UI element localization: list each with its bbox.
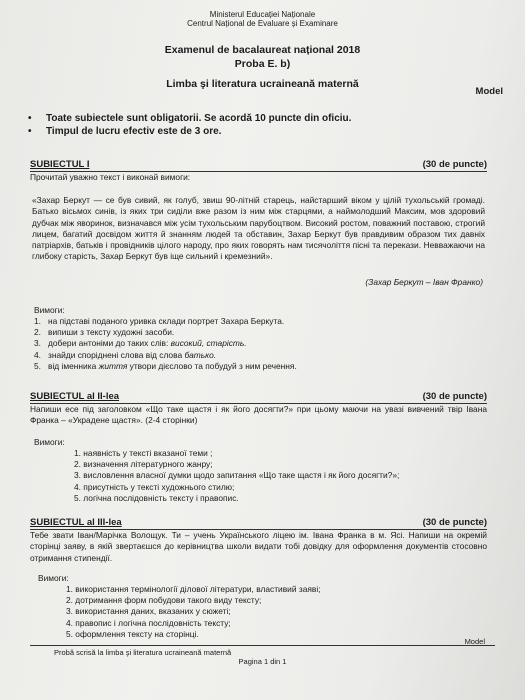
- list-item: 1. на підставі поданого уривка склади портрет Захара Беркута.: [34, 316, 285, 326]
- exam-subject-title: Limba şi literatura ucraineană maternă: [166, 78, 359, 90]
- list-item: 2. випиши з тексту художні засоби.: [34, 327, 175, 338]
- footer-model-label: Model: [464, 637, 485, 646]
- list-item: 3. добери антоніми до таких слів: високий, старість.: [34, 338, 247, 349]
- section-1-quote: «Захар Беркут — се був сивий, як голуб, звиш 90-літній старець, найстарший віком у цілій тухольській громаді. Батько вісьмох синів, із яких три сиділи вже разом із ним між старцями, а наймолодший Максим, мов здоровий дубчак між яворинок, визначався між усім тухольським парубоцтвом. Високий ростом, поважний поставою, строгий лицем, багатий досвідом життя й знанням людей та обставин, Захар Беркут був правдивим образом тих давніх патріархів, батьків і провідників цілого народу, про яких говорять нам тисячоліття пісні та перекази. Невважаючи на глибоку старість, Захар Беркут був іще сильний і кремезний».: [32, 195, 485, 262]
- section-1-points: (30 de puncte): [422, 159, 487, 170]
- rule-item: • Toate subiectele sunt obligatorii. Se acordă 10 puncte din oficiu.: [28, 112, 351, 125]
- section-1-title: SUBIECTUL I: [30, 159, 90, 170]
- section-1-requirements-label: Вимоги:: [34, 305, 65, 315]
- list-item: 2. дотримання форм побудови такого виду тексту;: [66, 595, 262, 606]
- list-item: 4. правопис і логічна послідовність тексту;: [66, 617, 231, 628]
- section-3-header: [30, 517, 487, 530]
- list-item: 1. наявність у тексті вказаної теми ;: [74, 448, 213, 458]
- section-1-header: [30, 159, 487, 172]
- ministry-name: Ministerul Educației Naționale: [209, 10, 316, 19]
- list-item: 3. висловлення власної думки щодо запитання «Що таке щастя і як його досягти?»;: [74, 470, 400, 481]
- section-2-header: [30, 391, 487, 404]
- section-2-points: (30 de puncte): [422, 391, 487, 402]
- list-item: 2. визначення літературного жанру;: [74, 459, 213, 470]
- section-1-author: (Захар Беркут – Іван Франко): [365, 277, 483, 287]
- exam-proba: Proba E. b): [234, 58, 291, 70]
- list-item: 4. знайди споріднені слова від слова батько.: [34, 349, 217, 360]
- list-item: 1. використання термінології ділової літератури, властивий заяві;: [66, 584, 321, 594]
- list-item: 5. логічна послідовність тексту і правопис.: [74, 492, 239, 503]
- exam-rules: [28, 112, 351, 138]
- section-3-requirements: [66, 584, 321, 640]
- list-item: 5. від іменника життя утвори дієслово та побудуй з ним речення.: [34, 360, 297, 371]
- model-label: Model: [475, 86, 503, 97]
- rule-item: • Timpul de lucru efectiv este de 3 ore.: [28, 125, 351, 138]
- section-3-points: (30 de puncte): [422, 517, 487, 528]
- exam-title: Examenul de bacalaureat național 2018: [164, 44, 361, 56]
- list-item: 4. присутність у тексті художнього стилю;: [74, 481, 235, 492]
- section-3-title: SUBIECTUL al III-lea: [30, 517, 122, 528]
- evaluation-center-name: Centrul Național de Evaluare și Examinare: [187, 19, 338, 28]
- list-item: 5. оформлення тексту на сторінці.: [66, 628, 199, 639]
- section-3-requirements-label: Вимоги:: [38, 573, 69, 583]
- section-2-title: SUBIECTUL al II-lea: [30, 391, 120, 402]
- section-2-requirements: [74, 448, 399, 504]
- section-3-task: Тебе звати Іван/Марічка Волощук. Ти – учень Українського ліцею ім. Івана Франка в м. Ясі. Напиши на окремій сторінці заяву, в якій звертаєшся до керівництва школи видати тобі довідку для оформлення документів стосовно отримання стипендії.: [30, 530, 487, 563]
- footer-divider: [30, 645, 495, 646]
- section-2-task: Напиши есе під заголовком «Що таке щастя і як його досягти?» при цьому маючи на увазі вивчений твір Івана Франка – «Украдене щастя». (2-4 сторінки): [30, 404, 487, 426]
- section-1-requirements: [34, 316, 297, 372]
- footer-exam-name: Probă scrisă la limba şi literatura ucraineană maternă: [54, 648, 232, 657]
- section-1-intro: Прочитай уважно текст і виконай вимоги:: [30, 172, 191, 182]
- section-2-requirements-label: Вимоги:: [34, 437, 65, 447]
- list-item: 3. використання даних, вказаних у сюжеті;: [66, 606, 231, 617]
- footer-page-number: Pagina 1 din 1: [238, 657, 287, 666]
